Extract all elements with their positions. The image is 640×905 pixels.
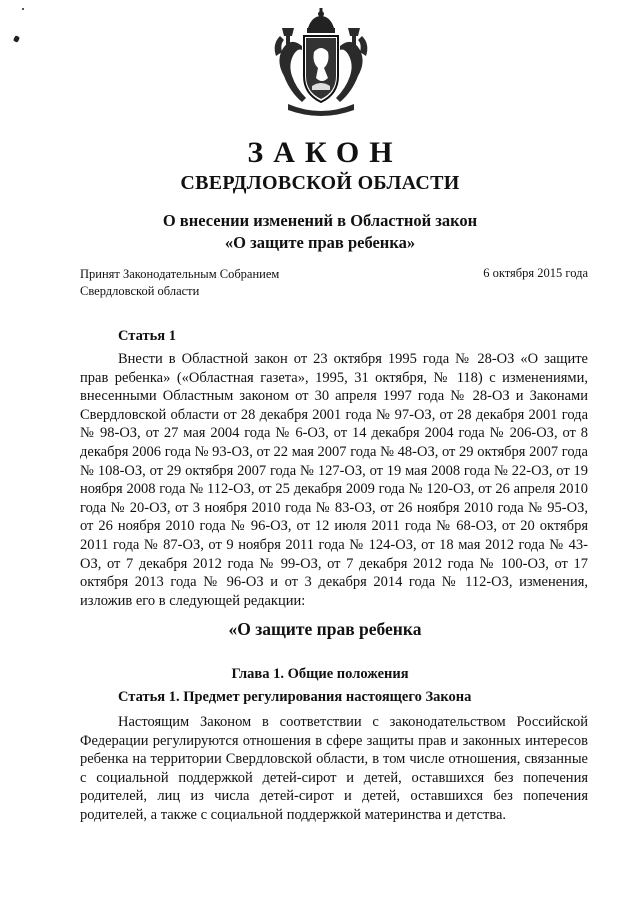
article-1b-text: Настоящим Законом в соответствии с законодательством Российской Федерации регулируются отношения в сфере защиты прав и законных интересов ребенка на территории Свердловской области, в том числе отношения, связанные с социальной поддержкой детей-сирот и детей, оставшихся без попечения родителей, лиц из числа детей-сирот и детей, оставшихся без попечения родителей, а также с социальной поддержкой материнства и детства. <box>80 714 588 823</box>
article-1-heading: Статья 1 <box>118 328 176 344</box>
adoption-date: 6 октября 2015 года <box>483 266 588 280</box>
adopted-by <box>80 266 279 300</box>
law-name-line: «О защите прав ребенка» <box>224 233 416 252</box>
document-subtitle: СВЕРДЛОВСКОЙ ОБЛАСТИ <box>180 172 460 194</box>
adopted-line: Принят Законодательным Собранием <box>80 267 280 281</box>
document-title: ЗАКОН <box>247 136 403 169</box>
adopted-line: Свердловской области <box>80 284 200 298</box>
coat-of-arms-icon <box>262 6 380 118</box>
scan-mark <box>22 8 24 10</box>
law-name-line: О внесении изменений в Областной закон <box>162 211 478 230</box>
article-1b-heading: Статья 1. Предмет регулирования настоящего Закона <box>118 689 472 705</box>
chapter-1-heading: Глава 1. Общие положения <box>231 666 409 682</box>
law-name <box>0 210 640 254</box>
scan-mark <box>13 35 20 43</box>
quoted-law-title: «О защите прав ребенка <box>228 619 422 639</box>
article-1-text: Внести в Областной закон от 23 октября 1995 года № 28-ОЗ «О защите прав ребенка» («Областная газета», 1995, 31 октября, № 118) с изменениями, внесенными Областным законом от 30 апреля 1997 года № 28-ОЗ и Законами Свердловской области от 28 декабря 2001 года № 97-ОЗ, от 28 декабря 2001 года № 98-ОЗ, от 27 мая 2004 года № 6-ОЗ, от 14 декабря 2004 года № 206-ОЗ, от 8 декабря 2006 года № 93-ОЗ, от 22 мая 2007 года № 48-ОЗ, от 29 октября 2007 года № 108-ОЗ, от 29 октября 2007 года № 127-ОЗ, от 19 мая 2008 года № 22-ОЗ, от 19 ноября 2008 года № 112-ОЗ, от 25 декабря 2009 года № 120-ОЗ, от 26 апреля 2010 года № 20-ОЗ, от 3 ноября 2010 года № 83-ОЗ, от 26 ноября 2010 года № 95-ОЗ, от 26 ноября 2010 года № 96-ОЗ, от 12 июля 2011 года № 68-ОЗ, от 20 октября 2011 года № 87-ОЗ, от 9 ноября 2011 года № 124-ОЗ, от 18 мая 2012 года № 43-ОЗ, от 7 декабря 2012 года № 99-ОЗ, от 7 декабря 2012 года № 100-ОЗ, от 17 октября 2013 года № 96-ОЗ и от 3 декабря 2014 года № 112-ОЗ, изменения, изложив его в следующей редакции: <box>80 351 588 609</box>
